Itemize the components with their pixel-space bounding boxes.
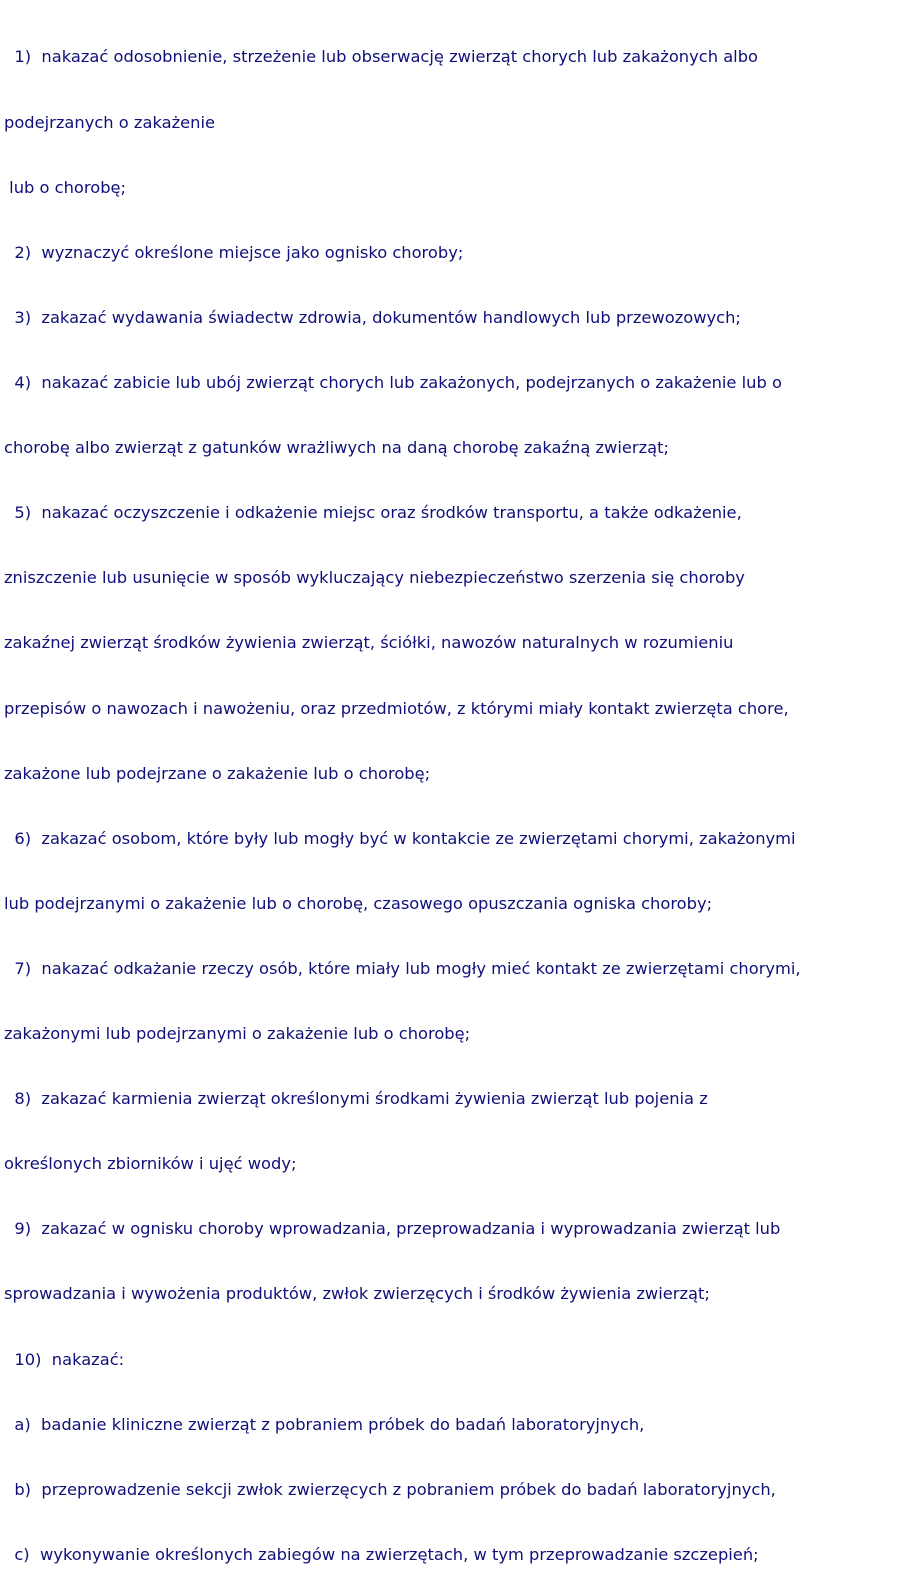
- text-line-5: 3) zakazać wydawania świadectw zdrowia, dokumentów handlowych lub przewozowych;: [4, 307, 741, 327]
- text-line-10: zakaźnej zwierząt środków żywienia zwierząt, ściółki, nawozów naturalnych w rozumieniu: [4, 633, 734, 653]
- text-line-1: 1) nakazać odosobnienie, strzeżenie lub obserwację zwierząt chorych lub zakażonych albo: [4, 47, 758, 67]
- text-line-6: 4) nakazać zabicie lub ubój zwierząt chorych lub zakażonych, podejrzanych o zakażenie lub o: [4, 372, 782, 392]
- text-line-12: zakażone lub podejrzane o zakażenie lub o chorobę;: [4, 763, 431, 783]
- document-body: [4, 3, 916, 1587]
- text-line-17: 8) zakazać karmienia zwierząt określonymi środkami żywienia zwierząt lub pojenia z: [4, 1089, 708, 1109]
- text-line-15: 7) nakazać odkażanie rzeczy osób, które miały lub mogły mieć kontakt ze zwierzętami chorymi,: [4, 958, 801, 978]
- text-line-11: przepisów o nawozach i nawożeniu, oraz przedmiotów, z którymi miały kontakt zwierzęta chore,: [4, 698, 789, 718]
- text-line-21: 10) nakazać:: [4, 1349, 125, 1369]
- text-line-23: b) przeprowadzenie sekcji zwłok zwierzęcych z pobraniem próbek do badań laboratoryjnych,: [4, 1479, 776, 1499]
- text-line-20: sprowadzania i wywożenia produktów, zwłok zwierzęcych i środków żywienia zwierząt;: [4, 1284, 710, 1304]
- text-line-18: określonych zbiorników i ujęć wody;: [4, 1154, 297, 1174]
- text-line-3: lub o chorobę;: [4, 177, 127, 197]
- text-line-9: zniszczenie lub usunięcie w sposób wykluczający niebezpieczeństwo szerzenia się choroby: [4, 568, 745, 588]
- text-line-4: 2) wyznaczyć określone miejsce jako ognisko choroby;: [4, 242, 464, 262]
- text-line-14: lub podejrzanymi o zakażenie lub o chorobę, czasowego opuszczania ogniska choroby;: [4, 893, 713, 913]
- text-line-22: a) badanie kliniczne zwierząt z pobraniem próbek do badań laboratoryjnych,: [4, 1414, 645, 1434]
- text-line-8: 5) nakazać oczyszczenie i odkażenie miejsc oraz środków transportu, a także odkażenie,: [4, 503, 742, 523]
- text-line-16: zakażonymi lub podejrzanymi o zakażenie lub o chorobę;: [4, 1024, 471, 1044]
- text-line-7: chorobę albo zwierząt z gatunków wrażliwych na daną chorobę zakaźną zwierząt;: [4, 438, 669, 458]
- text-line-2: podejrzanych o zakażenie: [4, 112, 215, 132]
- text-line-24: c) wykonywanie określonych zabiegów na zwierzętach, w tym przeprowadzanie szczepień;: [4, 1544, 759, 1564]
- text-line-19: 9) zakazać w ognisku choroby wprowadzania, przeprowadzania i wyprowadzania zwierząt lub: [4, 1219, 781, 1239]
- text-line-13: 6) zakazać osobom, które były lub mogły być w kontakcie ze zwierzętami chorymi, zakażonymi: [4, 828, 796, 848]
